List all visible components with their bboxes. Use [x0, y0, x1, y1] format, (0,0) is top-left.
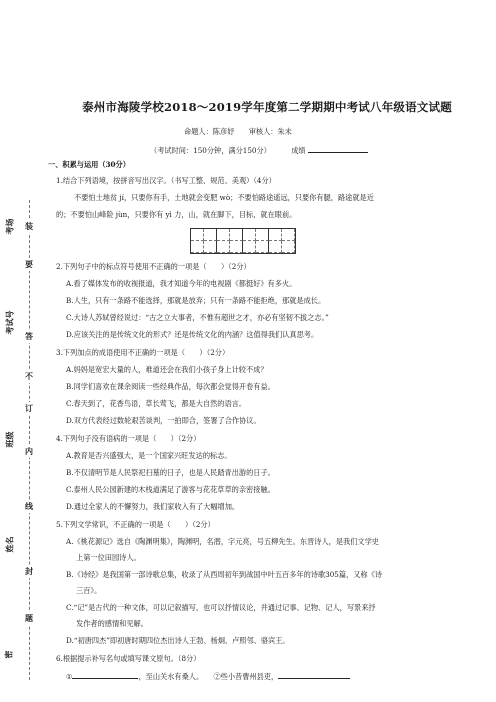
- score-label: 成绩: [291, 146, 306, 155]
- question-3-option-c: C.春天到了，花香鸟语，草长莺飞，都是大自然的语言。: [66, 399, 247, 408]
- question-5-option-a: A.《桃花源记》选自《陶渊明集》，陶渊明，名潜，字元亮，号五柳先生。东晋诗人，是我们文学史: [66, 537, 379, 546]
- question-1-text: 不要怕土地贫 jí，只要你有手，土地就会变肥 wò；不要怕路途遥远，只要你有腿，路途就是近: [74, 193, 374, 202]
- binding-char: 订: [25, 403, 33, 413]
- margin-label-seal: 密: [3, 650, 14, 659]
- question-6-items: [66, 671, 350, 681]
- page-title: 泰州市海陵学校2018～2019学年度第二学期期中考试八年级语文试题: [82, 100, 452, 114]
- exam-info-line: [150, 145, 368, 155]
- question-1-stem: 1.结合下列语境，按拼音写出汉字。（书写工整、规范、美观）（4分）: [56, 176, 276, 185]
- question-4-option-a: A.教育是否兴盛强大，是一个国家兴旺发达的标志。: [66, 451, 232, 460]
- score-blank[interactable]: [308, 145, 368, 153]
- question-3-option-b: B.同学们喜欢在课余阅读一些经典作品，每次都会觉得开卷有益。: [66, 382, 275, 391]
- question-5-option-b: B.《诗经》是我国第一部诗歌总集，收录了从西周初年到战国中叶五百多年的诗歌305篇，又称《诗: [66, 570, 382, 579]
- question-2-option-b: B.人生，只有一条路不能选择，那就是放弃；只有一条路不能拒绝，那就是成长。: [66, 296, 326, 305]
- margin-label-exam-room: 考场: [4, 218, 15, 235]
- question-5-stem: 5.下列文学常识，不正确的一项是（ ）（2分）: [56, 520, 215, 529]
- question-2-option-d: D.应该关注的是传统文化的形式？还是传统文化的内涵？这值得我们认真思考。: [66, 330, 319, 339]
- answer-blank[interactable]: [278, 671, 350, 679]
- question-2-stem: 2.下列句子中的标点符号使用不正确的一项是（ ）（2分）: [56, 262, 251, 271]
- question-3-option-a: A.妈妈是宽宏大量的人，难道还会在我们小孩子身上计较不成？: [66, 365, 268, 374]
- binding-char: 内: [25, 446, 33, 456]
- binding-dashed-line: [29, 200, 30, 680]
- question-2-option-c: C.大诗人苏轼曾经说过：“古之立大事者，不惟有超世之才，亦必有坚韧不拔之志。”: [66, 313, 329, 322]
- margin-label-name: 姓名: [4, 536, 15, 553]
- question-5-option-c: C.“记”是古代的一种文体，可以记叙描写，也可以抒情议论，并通过记事、记物、记人，写景来抒: [66, 603, 376, 612]
- binding-char: 要: [25, 259, 33, 269]
- margin-label-exam-number: 考试号: [4, 310, 15, 335]
- question-2-option-a: A.看了媒体发布的收视报道，我才知道今年的电视剧《都挺好》有多火。: [66, 279, 297, 288]
- binding-char: 线: [25, 501, 33, 511]
- binding-char: 装: [25, 221, 33, 231]
- question-6-stem: 6.根据提示补写名句或填写课文原句。（8分）: [56, 654, 201, 663]
- question-5-option-b-cont: 三百》。: [76, 586, 102, 595]
- question-6-item-1-text: ，至山关水有桑人。: [138, 672, 204, 681]
- question-6-item-2-text: ②些小昔曹州县吏，: [213, 672, 279, 681]
- answer-writing-grid[interactable]: [190, 228, 296, 254]
- binding-margin: [0, 0, 40, 702]
- margin-label-class: 班级: [4, 431, 15, 448]
- author-line: 命题人：陈彦妤 审核人：朱未: [184, 127, 292, 136]
- section-heading: 一、积累与运用（30分）: [48, 160, 130, 169]
- exam-info: （考试时间：150分钟，满分150分）: [150, 146, 271, 155]
- question-4-option-b: B.不仅清明节是人民祭祀扫墓的日子，也是人民踏青出游的日子。: [66, 468, 275, 477]
- question-6-item-1-marker: ①: [66, 672, 73, 681]
- question-5-option-c-cont: 发作者的感情和见解。: [76, 619, 148, 628]
- question-4-option-c: C.泰州人民公园新建的木栈道满足了游客与花花草草的亲密接触。: [66, 485, 275, 494]
- binding-char: 答: [25, 331, 33, 341]
- answer-blank[interactable]: [72, 671, 138, 679]
- question-4-stem: 4.下列句子没有语病的一项是（ ）（2分）: [56, 434, 201, 443]
- question-1-text: 的；不要怕山峰险 jùn，只要你有 yì 力，山，就在脚下，目标，就在眼前。: [56, 210, 297, 219]
- question-5-option-d: D.“初唐四杰”即初唐时期四位杰出诗人王勃、杨炯、卢照邻、骆宾王。: [66, 636, 290, 645]
- binding-char: 题: [25, 613, 33, 623]
- binding-char: 封: [25, 566, 33, 576]
- question-5-option-a-cont: 上第一位田园诗人。: [76, 553, 141, 562]
- question-3-stem: 3.下列加点的成语使用不正确的一项是（ ）（2分）: [56, 348, 230, 357]
- binding-char: 不: [25, 371, 33, 381]
- question-3-option-d: D.双方代表经过数轮艰苦谈判，一拍即合，签署了合作协议。: [66, 416, 261, 425]
- question-4-option-d: D.通过全家人的不懈努力，我们家收入有了大幅增加。: [66, 502, 240, 511]
